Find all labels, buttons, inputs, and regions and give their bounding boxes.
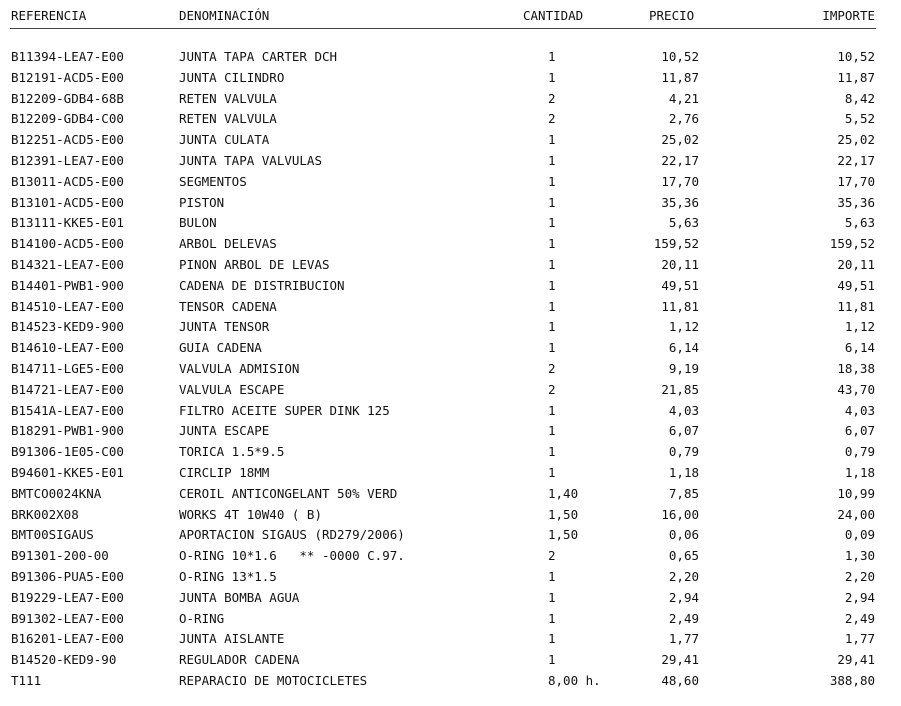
cell-precio: 1,18 (668, 464, 699, 480)
cell-referencia: B14401-PWB1-900 (11, 277, 124, 293)
table-row (0, 484, 901, 505)
table-row (0, 463, 901, 484)
cell-precio: 159,52 (653, 236, 699, 252)
cell-precio: 49,51 (661, 277, 699, 293)
cell-denominacion: O-RING (179, 610, 225, 626)
cell-cantidad: 1 (548, 423, 556, 439)
cell-precio: 6,14 (668, 340, 699, 356)
table-row (0, 629, 901, 650)
table-row (0, 442, 901, 463)
cell-denominacion: JUNTA TENSOR (179, 319, 270, 335)
cell-precio: 7,85 (668, 485, 699, 501)
cell-cantidad: 1 (548, 631, 556, 647)
cell-denominacion: CIRCLIP 18MM (179, 464, 270, 480)
table-row (0, 109, 901, 130)
cell-importe: 10,52 (837, 49, 875, 64)
cell-importe: 1,18 (844, 464, 875, 480)
cell-importe: 35,36 (837, 194, 875, 210)
cell-cantidad: 1,50 (548, 527, 579, 543)
cell-importe: 8,42 (844, 90, 875, 106)
cell-precio: 35,36 (661, 194, 699, 210)
cell-importe: 25,02 (837, 132, 875, 148)
cell-cantidad: 1 (548, 589, 556, 605)
table-row (0, 255, 901, 276)
cell-referencia: B91306-PUA5-E00 (11, 568, 124, 584)
cell-cantidad: 2 (548, 360, 556, 376)
cell-denominacion: TORICA 1.5*9.5 (179, 444, 285, 460)
cell-importe: 24,00 (837, 506, 875, 522)
cell-cantidad: 1 (548, 69, 556, 85)
cell-cantidad: 1 (548, 236, 556, 252)
cell-cantidad: 1 (548, 256, 556, 272)
cell-denominacion: PISTON (179, 194, 225, 210)
table-row (0, 359, 901, 380)
cell-referencia: B91302-LEA7-E00 (11, 610, 124, 626)
cell-referencia: B14510-LEA7-E00 (11, 298, 124, 314)
cell-referencia: BMTCO0024KNA (11, 485, 102, 501)
cell-denominacion: VALVULA ESCAPE (179, 381, 285, 397)
table-row (0, 47, 901, 68)
header-divider (10, 28, 876, 29)
cell-importe: 4,03 (844, 402, 875, 418)
cell-cantidad: 1 (548, 173, 556, 189)
cell-precio: 20,11 (661, 256, 699, 272)
cell-precio: 11,81 (661, 298, 699, 314)
cell-referencia: B13011-ACD5-E00 (11, 173, 124, 189)
cell-cantidad: 1 (548, 298, 556, 314)
table-row (0, 89, 901, 110)
cell-importe: 2,94 (844, 589, 875, 605)
cell-denominacion: APORTACION SIGAUS (RD279/2006) (179, 527, 405, 543)
cell-denominacion: VALVULA ADMISION (179, 360, 300, 376)
cell-cantidad: 1 (548, 340, 556, 356)
cell-referencia: B12251-ACD5-E00 (11, 132, 124, 148)
table-row (0, 671, 901, 692)
cell-cantidad: 1 (548, 610, 556, 626)
cell-referencia: BMT00SIGAUS (11, 527, 94, 543)
cell-denominacion: REGULADOR CADENA (179, 652, 300, 668)
table-row (0, 297, 901, 318)
cell-importe: 20,11 (837, 256, 875, 272)
table-row (0, 525, 901, 546)
cell-precio: 6,07 (668, 423, 699, 439)
cell-cantidad: 1,50 (548, 506, 579, 522)
cell-referencia: B14721-LEA7-E00 (11, 381, 124, 397)
cell-denominacion: O-RING 10*1.6 ** -0000 C.97. (179, 548, 405, 564)
cell-importe: 5,63 (844, 215, 875, 231)
cell-denominacion: JUNTA ESCAPE (179, 423, 270, 439)
table-row (0, 401, 901, 422)
cell-precio: 4,03 (668, 402, 699, 418)
cell-denominacion: JUNTA TAPA VALVULAS (179, 152, 322, 168)
cell-referencia: T111 (11, 672, 42, 688)
cell-cantidad: 2 (548, 381, 556, 397)
cell-cantidad: 1 (548, 652, 556, 668)
cell-precio: 2,20 (668, 568, 699, 584)
cell-referencia: B12209-GDB4-C00 (11, 111, 124, 127)
cell-denominacion: JUNTA CULATA (179, 132, 270, 148)
cell-importe: 10,99 (837, 485, 875, 501)
cell-denominacion: ARBOL DELEVAS (179, 236, 277, 252)
table-row (0, 317, 901, 338)
cell-referencia: B13101-ACD5-E00 (11, 194, 124, 210)
cell-importe: 1,77 (844, 631, 875, 647)
cell-cantidad: 1,40 (548, 485, 579, 501)
cell-precio: 10,52 (661, 49, 699, 64)
cell-referencia: B11394-LEA7-E00 (11, 49, 124, 64)
cell-precio: 2,49 (668, 610, 699, 626)
cell-referencia: B19229-LEA7-E00 (11, 589, 124, 605)
cell-referencia: B1541A-LEA7-E00 (11, 402, 124, 418)
cell-cantidad: 8,00 h. (548, 672, 601, 688)
cell-importe: 2,20 (844, 568, 875, 584)
cell-precio: 9,19 (668, 360, 699, 376)
header-denominacion: DENOMINACIÓN (179, 8, 270, 23)
cell-denominacion: RETEN VALVULA (179, 111, 277, 127)
cell-referencia: B14610-LEA7-E00 (11, 340, 124, 356)
cell-denominacion: FILTRO ACEITE SUPER DINK 125 (179, 402, 390, 418)
cell-cantidad: 2 (548, 548, 556, 564)
cell-precio: 29,41 (661, 652, 699, 668)
cell-importe: 17,70 (837, 173, 875, 189)
header-cantidad: CANTIDAD (523, 8, 584, 23)
cell-cantidad: 1 (548, 132, 556, 148)
cell-precio: 16,00 (661, 506, 699, 522)
cell-importe: 0,09 (844, 527, 875, 543)
cell-referencia: B12209-GDB4-68B (11, 90, 124, 106)
cell-referencia: BRK002X08 (11, 506, 79, 522)
cell-cantidad: 1 (548, 444, 556, 460)
cell-importe: 2,49 (844, 610, 875, 626)
cell-referencia: B14711-LGE5-E00 (11, 360, 124, 376)
cell-cantidad: 1 (548, 194, 556, 210)
cell-denominacion: SEGMENTOS (179, 173, 247, 189)
table-row (0, 650, 901, 671)
cell-cantidad: 1 (548, 464, 556, 480)
cell-cantidad: 1 (548, 277, 556, 293)
header-referencia: REFERENCIA (11, 8, 87, 23)
cell-denominacion: CADENA DE DISTRIBUCION (179, 277, 345, 293)
cell-importe: 6,14 (844, 340, 875, 356)
table-row (0, 130, 901, 151)
cell-denominacion: JUNTA AISLANTE (179, 631, 285, 647)
cell-referencia: B14523-KED9-900 (11, 319, 124, 335)
cell-referencia: B94601-KKE5-E01 (11, 464, 124, 480)
cell-importe: 11,87 (837, 69, 875, 85)
table-row (0, 68, 901, 89)
table-row (0, 276, 901, 297)
cell-precio: 0,06 (668, 527, 699, 543)
cell-referencia: B14100-ACD5-E00 (11, 236, 124, 252)
cell-cantidad: 2 (548, 111, 556, 127)
cell-precio: 22,17 (661, 152, 699, 168)
cell-importe: 18,38 (837, 360, 875, 376)
cell-precio: 2,94 (668, 589, 699, 605)
cell-referencia: B91306-1E05-C00 (11, 444, 124, 460)
cell-precio: 4,21 (668, 90, 699, 106)
cell-denominacion: GUIA CADENA (179, 340, 262, 356)
cell-importe: 49,51 (837, 277, 875, 293)
cell-precio: 1,77 (668, 631, 699, 647)
cell-referencia: B12391-LEA7-E00 (11, 152, 124, 168)
table-row (0, 588, 901, 609)
cell-importe: 1,30 (844, 548, 875, 564)
cell-denominacion: CEROIL ANTICONGELANT 50% VERD (179, 485, 398, 501)
cell-denominacion: TENSOR CADENA (179, 298, 277, 314)
table-row (0, 338, 901, 359)
cell-referencia: B13111-KKE5-E01 (11, 215, 124, 231)
cell-referencia: B14520-KED9-90 (11, 652, 117, 668)
table-row (0, 193, 901, 214)
cell-referencia: B91301-200-00 (11, 548, 109, 564)
cell-cantidad: 1 (548, 49, 556, 64)
cell-precio: 0,79 (668, 444, 699, 460)
table-header (0, 8, 901, 28)
cell-precio: 21,85 (661, 381, 699, 397)
cell-precio: 5,63 (668, 215, 699, 231)
cell-denominacion: O-RING 13*1.5 (179, 568, 277, 584)
table-row (0, 172, 901, 193)
cell-cantidad: 1 (548, 152, 556, 168)
header-importe: IMPORTE (822, 8, 875, 23)
table-row (0, 609, 901, 630)
cell-referencia: B14321-LEA7-E00 (11, 256, 124, 272)
cell-denominacion: WORKS 4T 10W40 ( B) (179, 506, 322, 522)
cell-referencia: B18291-PWB1-900 (11, 423, 124, 439)
cell-referencia: B12191-ACD5-E00 (11, 69, 124, 85)
cell-referencia: B16201-LEA7-E00 (11, 631, 124, 647)
cell-importe: 0,79 (844, 444, 875, 460)
cell-denominacion: RETEN VALVULA (179, 90, 277, 106)
cell-precio: 25,02 (661, 132, 699, 148)
cell-denominacion: REPARACIO DE MOTOCICLETES (179, 672, 368, 688)
cell-precio: 2,76 (668, 111, 699, 127)
cell-precio: 0,65 (668, 548, 699, 564)
table-body (0, 47, 901, 692)
table-row (0, 151, 901, 172)
table-row (0, 546, 901, 567)
cell-cantidad: 1 (548, 215, 556, 231)
cell-denominacion: JUNTA CILINDRO (179, 69, 285, 85)
cell-denominacion: JUNTA BOMBA AGUA (179, 589, 300, 605)
header-precio: PRECIO (649, 8, 695, 23)
cell-precio: 17,70 (661, 173, 699, 189)
cell-importe: 11,81 (837, 298, 875, 314)
cell-denominacion: BULON (179, 215, 217, 231)
cell-importe: 159,52 (829, 236, 875, 252)
cell-importe: 43,70 (837, 381, 875, 397)
table-row (0, 505, 901, 526)
cell-cantidad: 1 (548, 319, 556, 335)
cell-importe: 1,12 (844, 319, 875, 335)
cell-precio: 48,60 (661, 672, 699, 688)
cell-cantidad: 1 (548, 402, 556, 418)
cell-importe: 6,07 (844, 423, 875, 439)
table-row (0, 380, 901, 401)
cell-precio: 1,12 (668, 319, 699, 335)
cell-importe: 22,17 (837, 152, 875, 168)
cell-importe: 29,41 (837, 652, 875, 668)
cell-importe: 388,80 (829, 672, 875, 688)
table-row (0, 213, 901, 234)
cell-cantidad: 1 (548, 568, 556, 584)
table-row (0, 421, 901, 442)
table-row (0, 234, 901, 255)
cell-cantidad: 2 (548, 90, 556, 106)
cell-denominacion: JUNTA TAPA CARTER DCH (179, 49, 338, 64)
table-row (0, 567, 901, 588)
cell-precio: 11,87 (661, 69, 699, 85)
cell-importe: 5,52 (844, 111, 875, 127)
cell-denominacion: PINON ARBOL DE LEVAS (179, 256, 330, 272)
